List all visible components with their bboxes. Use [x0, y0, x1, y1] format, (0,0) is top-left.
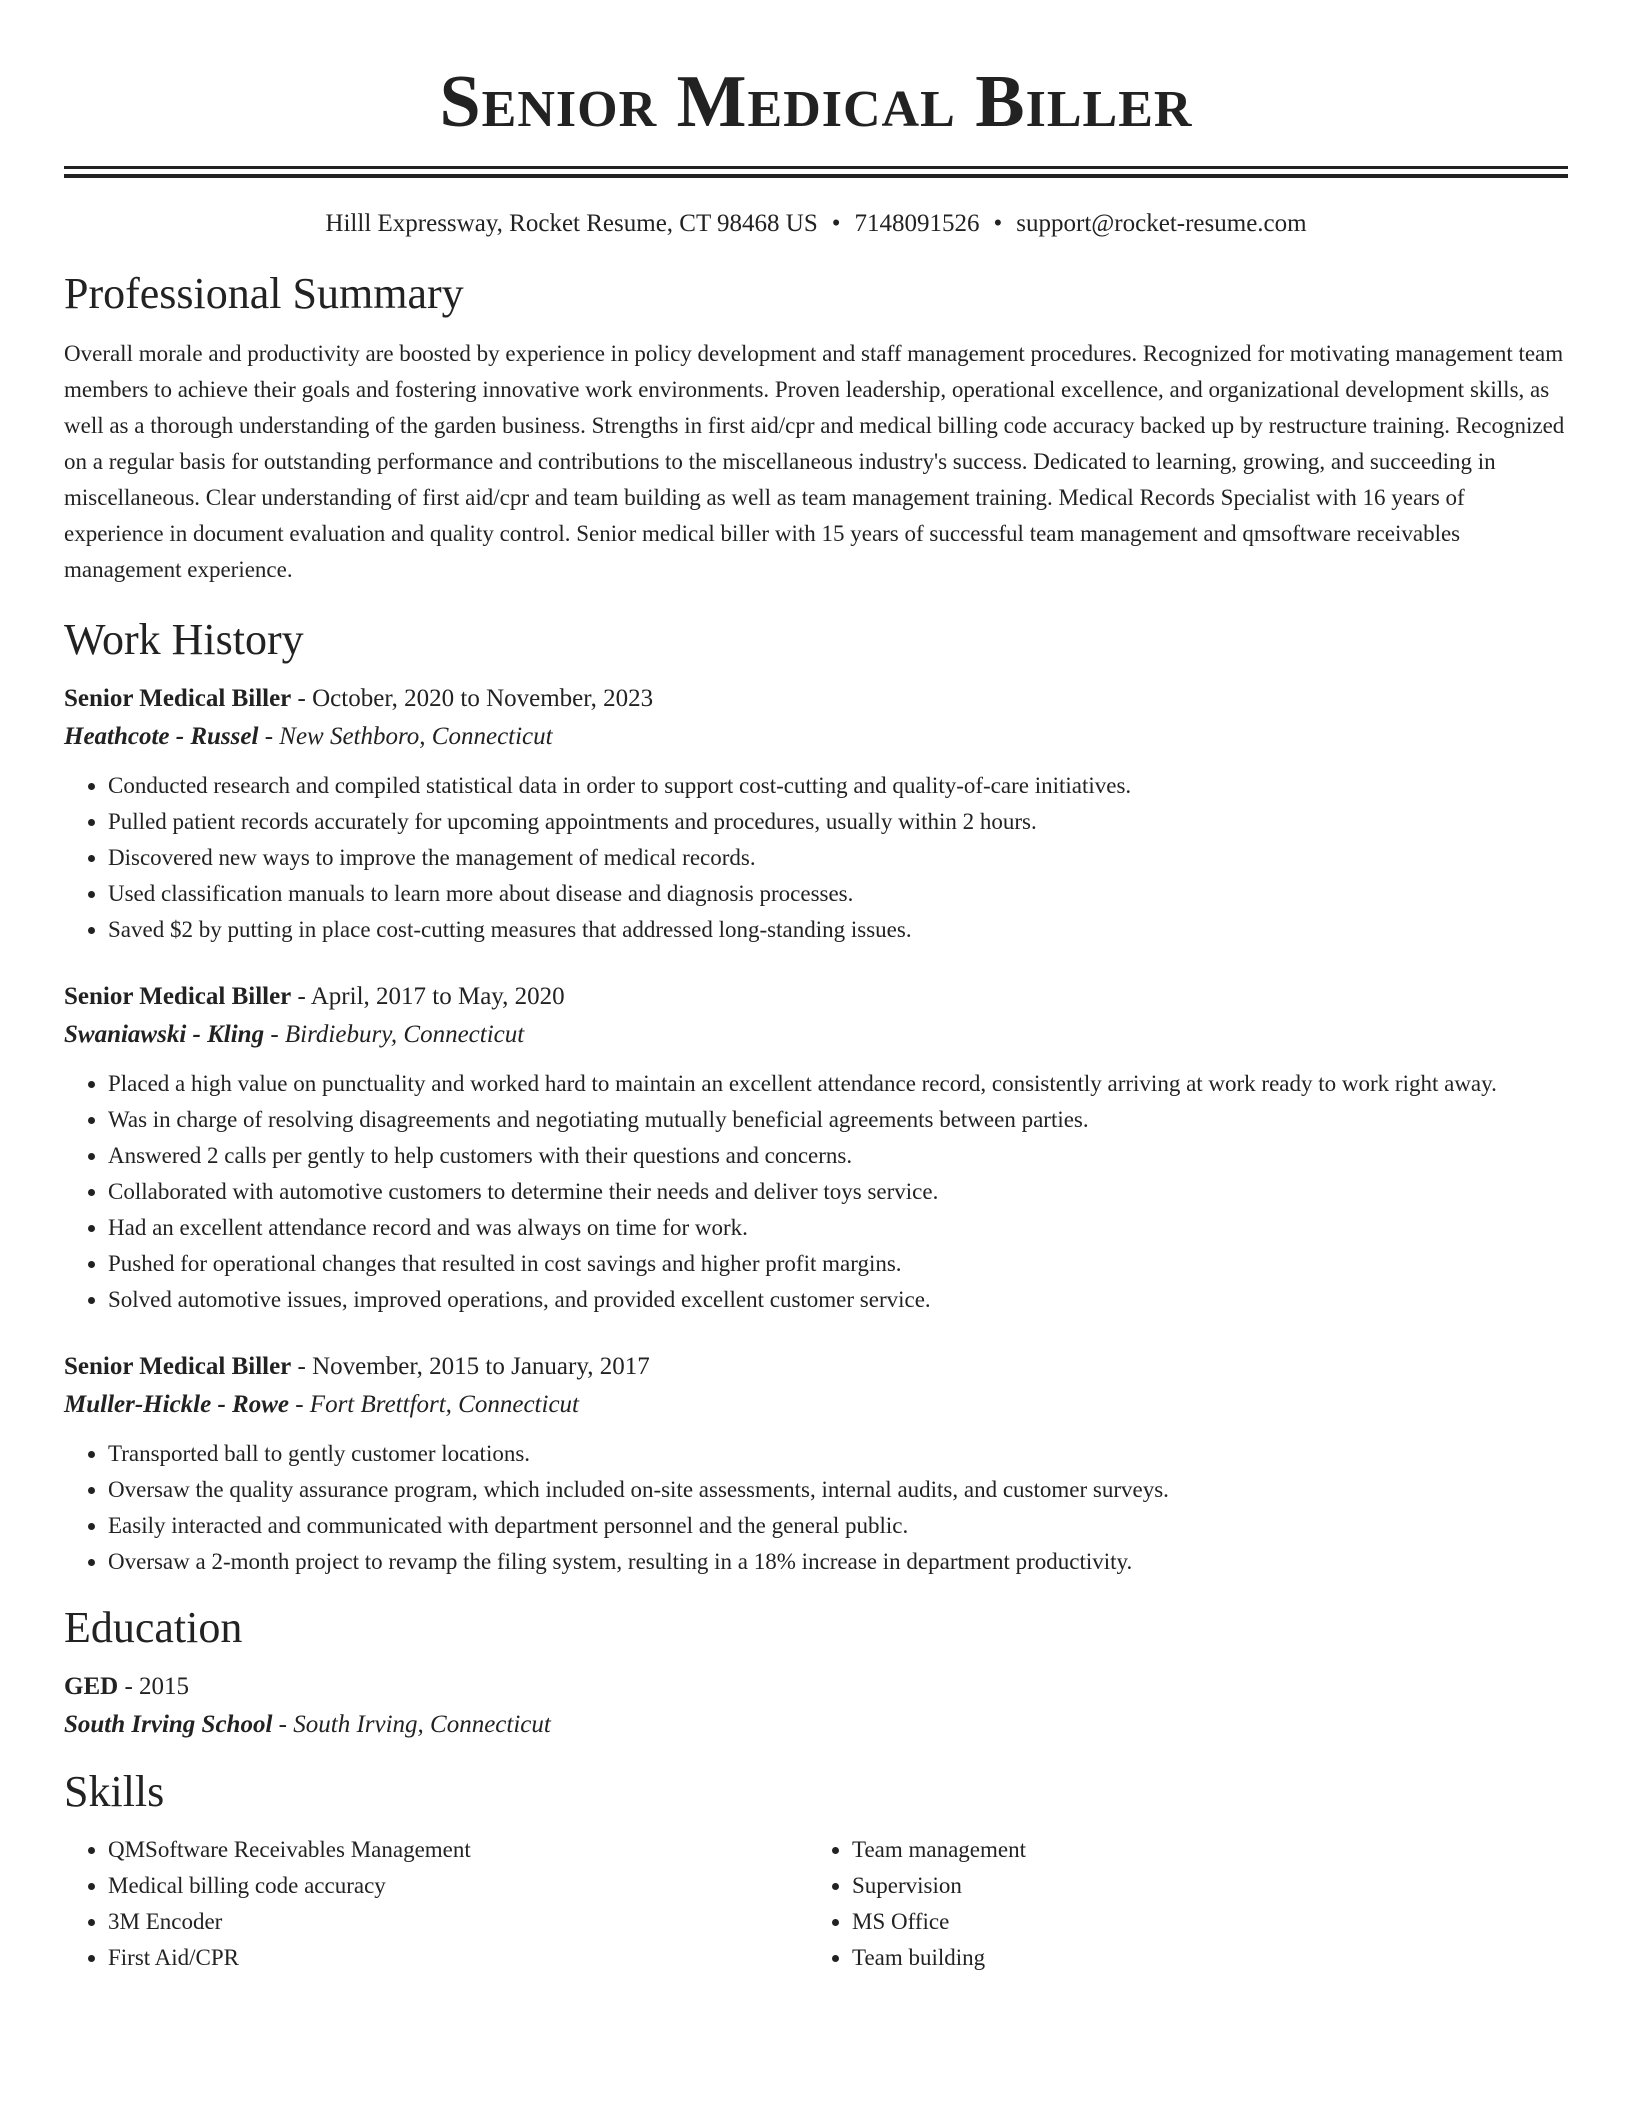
- school-location: - South Irving, Connecticut: [272, 1711, 551, 1738]
- skill-item: • Team management: [852, 1832, 1552, 1868]
- job-title-line: [64, 680, 1568, 718]
- list-item: • Conducted research and compiled statistical data in order to support cost-cutting and quality-of-care initiatives.: [108, 768, 1568, 804]
- company-name: Muller-Hickle - Rowe: [64, 1391, 289, 1418]
- job-entry: [64, 1348, 1568, 1580]
- job-entry: [64, 680, 1568, 948]
- work-history-heading: Work History: [64, 615, 304, 664]
- job-entry: [64, 978, 1568, 1318]
- company-line: [64, 1016, 1568, 1054]
- list-item: • Easily interacted and communicated with department personnel and the general public.: [108, 1508, 1568, 1544]
- list-item: • Was in charge of resolving disagreements and negotiating mutually beneficial agreements between parties.: [108, 1102, 1568, 1138]
- education-section: [64, 1602, 1568, 1744]
- summary-heading: Professional Summary: [64, 269, 464, 318]
- resume-title: Senior Medical Biller: [439, 61, 1193, 143]
- skill-item: • Team building: [852, 1940, 1552, 1976]
- list-item: • Saved $2 by putting in place cost-cutting measures that addressed long-standing issues.: [108, 912, 1568, 948]
- job-title: Senior Medical Biller: [64, 685, 292, 712]
- company-name: Heathcote - Russel: [64, 723, 259, 750]
- company-location: - New Sethboro, Connecticut: [258, 723, 553, 750]
- job-bullets: [64, 1436, 1568, 1580]
- company-name: Swaniawski - Kling: [64, 1021, 265, 1048]
- company-line: [64, 1386, 1568, 1424]
- skill-item: • MS Office: [852, 1904, 1552, 1940]
- title-divider-bottom: [64, 174, 1568, 178]
- contact-address: Hilll Expressway, Rocket Resume, CT 98468 US: [325, 210, 818, 237]
- summary-text: Overall morale and productivity are boosted by experience in policy development and staff management procedures. Recognized for motivating management team members to achieve their goals and fostering innovative work environments. Proven leadership, operational excellence, and organizational development skills, as well as a thorough understanding of the garden business. Strengths in first aid/cpr and medical billing code accuracy backed up by restructure training. Recognized on a regular basis for outstanding performance and contributions to the miscellaneous industry's success. Dedicated to learning, growing, and succeeding in miscellaneous. Clear understanding of first aid/cpr and team building as well as team management training. Medical Records Specialist with 16 years of experience in document evaluation and quality control. Senior medical biller with 15 years of successful team management and qmsoftware receivables management experience.: [64, 341, 1565, 582]
- job-dates: - April, 2017 to May, 2020: [291, 983, 565, 1010]
- job-dates: - November, 2015 to January, 2017: [291, 1353, 650, 1380]
- list-item: • Collaborated with automotive customers to determine their needs and deliver toys service.: [108, 1174, 1568, 1210]
- job-title-line: [64, 978, 1568, 1016]
- job-title: Senior Medical Biller: [64, 983, 292, 1010]
- company-line: [64, 718, 1568, 756]
- skill-item: • Supervision: [852, 1868, 1552, 1904]
- list-item: • Pulled patient records accurately for upcoming appointments and procedures, usually within 2 hours.: [108, 804, 1568, 840]
- skills-column-right: [808, 1832, 1552, 1976]
- company-location: - Fort Brettfort, Connecticut: [288, 1391, 579, 1418]
- skill-item: • 3M Encoder: [108, 1904, 808, 1940]
- contact-line: [64, 208, 1568, 240]
- list-item: • Transported ball to gently customer locations.: [108, 1436, 1568, 1472]
- contact-separator: •: [831, 210, 841, 237]
- school-line: [64, 1706, 1568, 1744]
- list-item: • Solved automotive issues, improved operations, and provided excellent customer service.: [108, 1282, 1568, 1318]
- education-heading: Education: [64, 1603, 243, 1652]
- education-entry: [64, 1668, 1568, 1744]
- resume-page: [64, 0, 1568, 1976]
- job-title: Senior Medical Biller: [64, 1353, 292, 1380]
- company-location: - Birdiebury, Connecticut: [264, 1021, 525, 1048]
- list-item: • Oversaw a 2-month project to revamp the filing system, resulting in a 18% increase in department productivity.: [108, 1544, 1568, 1580]
- job-title-line: [64, 1348, 1568, 1386]
- list-item: • Placed a high value on punctuality and worked hard to maintain an excellent attendance record, consistently arriving at work ready to work right away.: [108, 1066, 1568, 1102]
- contact-phone: 7148091526: [854, 210, 980, 237]
- school-name: South Irving School: [64, 1711, 273, 1738]
- work-history-section: [64, 614, 1568, 1580]
- job-bullets: [64, 768, 1568, 948]
- skill-item: • Medical billing code accuracy: [108, 1868, 808, 1904]
- list-item: • Discovered new ways to improve the management of medical records.: [108, 840, 1568, 876]
- contact-email: support@rocket-resume.com: [1016, 210, 1307, 237]
- summary-section: [64, 268, 1568, 588]
- skill-item: • QMSoftware Receivables Management: [108, 1832, 808, 1868]
- job-bullets: [64, 1066, 1568, 1318]
- list-item: • Had an excellent attendance record and was always on time for work.: [108, 1210, 1568, 1246]
- list-item: • Answered 2 calls per gently to help customers with their questions and concerns.: [108, 1138, 1568, 1174]
- job-dates: - October, 2020 to November, 2023: [291, 685, 654, 712]
- degree-year: - 2015: [118, 1673, 190, 1700]
- list-item: • Oversaw the quality assurance program, which included on-site assessments, internal audits, and customer surveys.: [108, 1472, 1568, 1508]
- skill-item: • First Aid/CPR: [108, 1940, 808, 1976]
- title-divider-top: [64, 166, 1568, 169]
- skills-heading: Skills: [64, 1767, 165, 1816]
- skills-grid: [64, 1832, 1568, 1976]
- list-item: • Pushed for operational changes that resulted in cost savings and higher profit margins.: [108, 1246, 1568, 1282]
- skills-section: [64, 1766, 1568, 1976]
- skills-column-left: [64, 1832, 808, 1976]
- contact-separator: •: [993, 210, 1003, 237]
- degree-name: GED: [64, 1673, 119, 1700]
- degree-line: [64, 1668, 1568, 1706]
- list-item: • Used classification manuals to learn more about disease and diagnosis processes.: [108, 876, 1568, 912]
